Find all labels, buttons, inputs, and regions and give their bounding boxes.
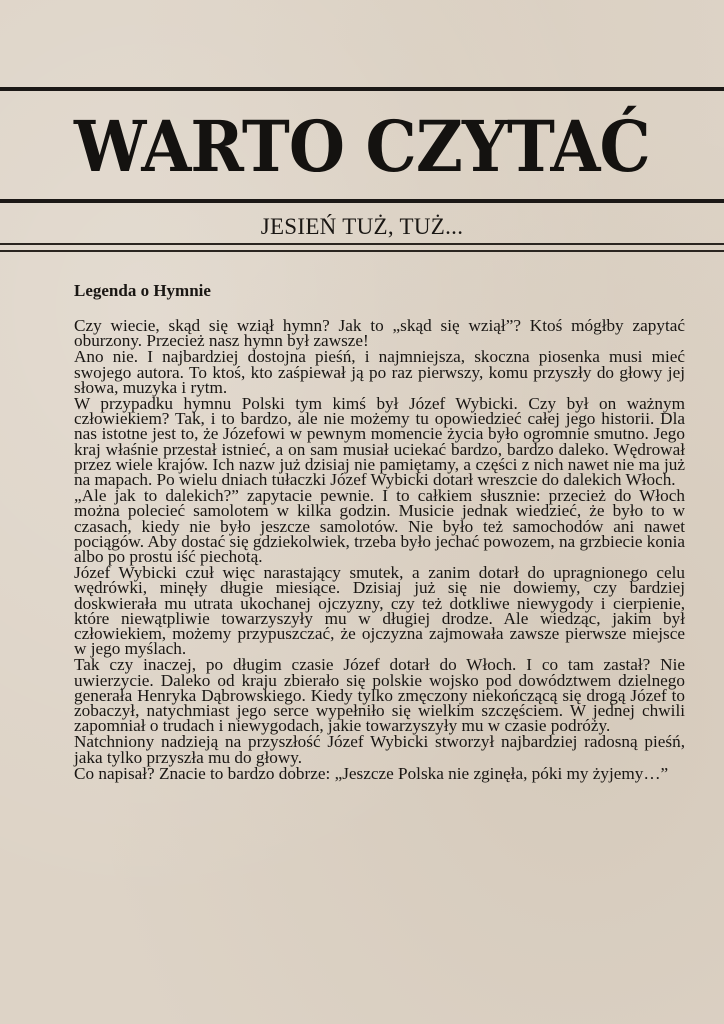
masthead (0, 91, 724, 199)
paragraph: W przypadku hymnu Polski tym kimś był Józef Wybicki. Czy był on ważnym człowiekiem? Tak, i to bardzo, ale nie możemy tu opowiedzieć całej jego historii. Dla nas istotne jest to, że Józefowi w pewnym momencie życia było ogromnie smutno. Jego kraj właśnie przestał istnieć, a on sam musiał uciekać bardzo, bardzo daleko. Wędrował przez wiele krajów. Ich nazw już dzisiaj nie pamiętamy, a części z nich nawet nie ma już na mapach. Po wielu dniach tułaczki Józef Wybicki dotarł wreszcie do dalekich Włoch. (74, 394, 685, 490)
masthead-bottom-rule (0, 199, 724, 203)
article-heading: Legenda o Hymnie (74, 281, 211, 300)
paragraph: Co napisał? Znacie to bardzo dobrze: „Jeszcze Polska nie zginęła, póki my żyjemy…” (74, 763, 669, 783)
subtitle-rule-upper (0, 243, 724, 245)
subtitle-rule-lower (0, 250, 724, 252)
paragraph: Józef Wybicki czuł więc narastający smutek, a zanim dotarł do upragnionego celu wędrówki, minęły długie miesiące. Dzisiaj już się nie dowiemy, czy bardziej doskwierała mu utrata ukochanej ojczyzny, czy też dotkliwe niewygody i cierpienie, które niewątpliwie towarzyszyły mu w długiej drodze. Ale wiedząc, jakim był człowiekiem, możemy przypuszczać, że ojczyzna zajmowała zawsze pierwsze miejsce w jego myślach. (74, 563, 685, 659)
masthead-title: WARTO CZYTAĆ (74, 105, 650, 188)
section-subtitle: JESIEŃ TUŻ, TUŻ... (260, 214, 464, 239)
paragraph: „Ale jak to dalekich?” zapytacie pewnie. I to całkiem słusznie: przecież do Włoch można polecieć samolotem w kilka godzin. Musicie jednak wiedzieć, że było to w czasach, kiedy nie było jeszcze samolotów. Nie było też samochodów ani nawet pociągów. Aby dostać się gdziekolwiek, trzeba było jechać powozem, na grzbiecie konia albo po prostu iść piechotą. (74, 486, 685, 567)
paragraph: Czy wiecie, skąd się wziął hymn? Jak to „skąd się wziął”? Ktoś mógłby zapytać oburzony. Przecież nasz hymn był zawsze! (74, 316, 685, 351)
paragraph: Natchniony nadzieją na przyszłość Józef Wybicki stworzył najbardziej radosną pieśń, jaka tylko przyszła mu do głowy. (74, 732, 685, 767)
article-body (74, 318, 685, 781)
paragraph: Ano nie. I najbardziej dostojna pieśń, i najmniejsza, skoczna piosenka musi mieć swojego autora. To ktoś, kto zaśpiewał ją po raz pierwszy, komu przyszły do głowy jej słowa, muzyka i rytm. (74, 347, 685, 397)
paragraph: Tak czy inaczej, po długim czasie Józef dotarł do Włoch. I co tam zastał? Nie uwierzycie. Daleko od kraju zbierało się polskie wojsko pod dowództwem dzielnego generała Henryka Dąbrowskiego. Kiedy tylko zmęczony niekończącą się drogą Józef to zobaczył, natychmiast jego serce wypełniło się wielkim szczęściem. W jednej chwili zapomniał o trudach i niewygodach, jakie towarzyszyły mu w czasie podróży. (74, 655, 685, 736)
article (74, 280, 685, 781)
